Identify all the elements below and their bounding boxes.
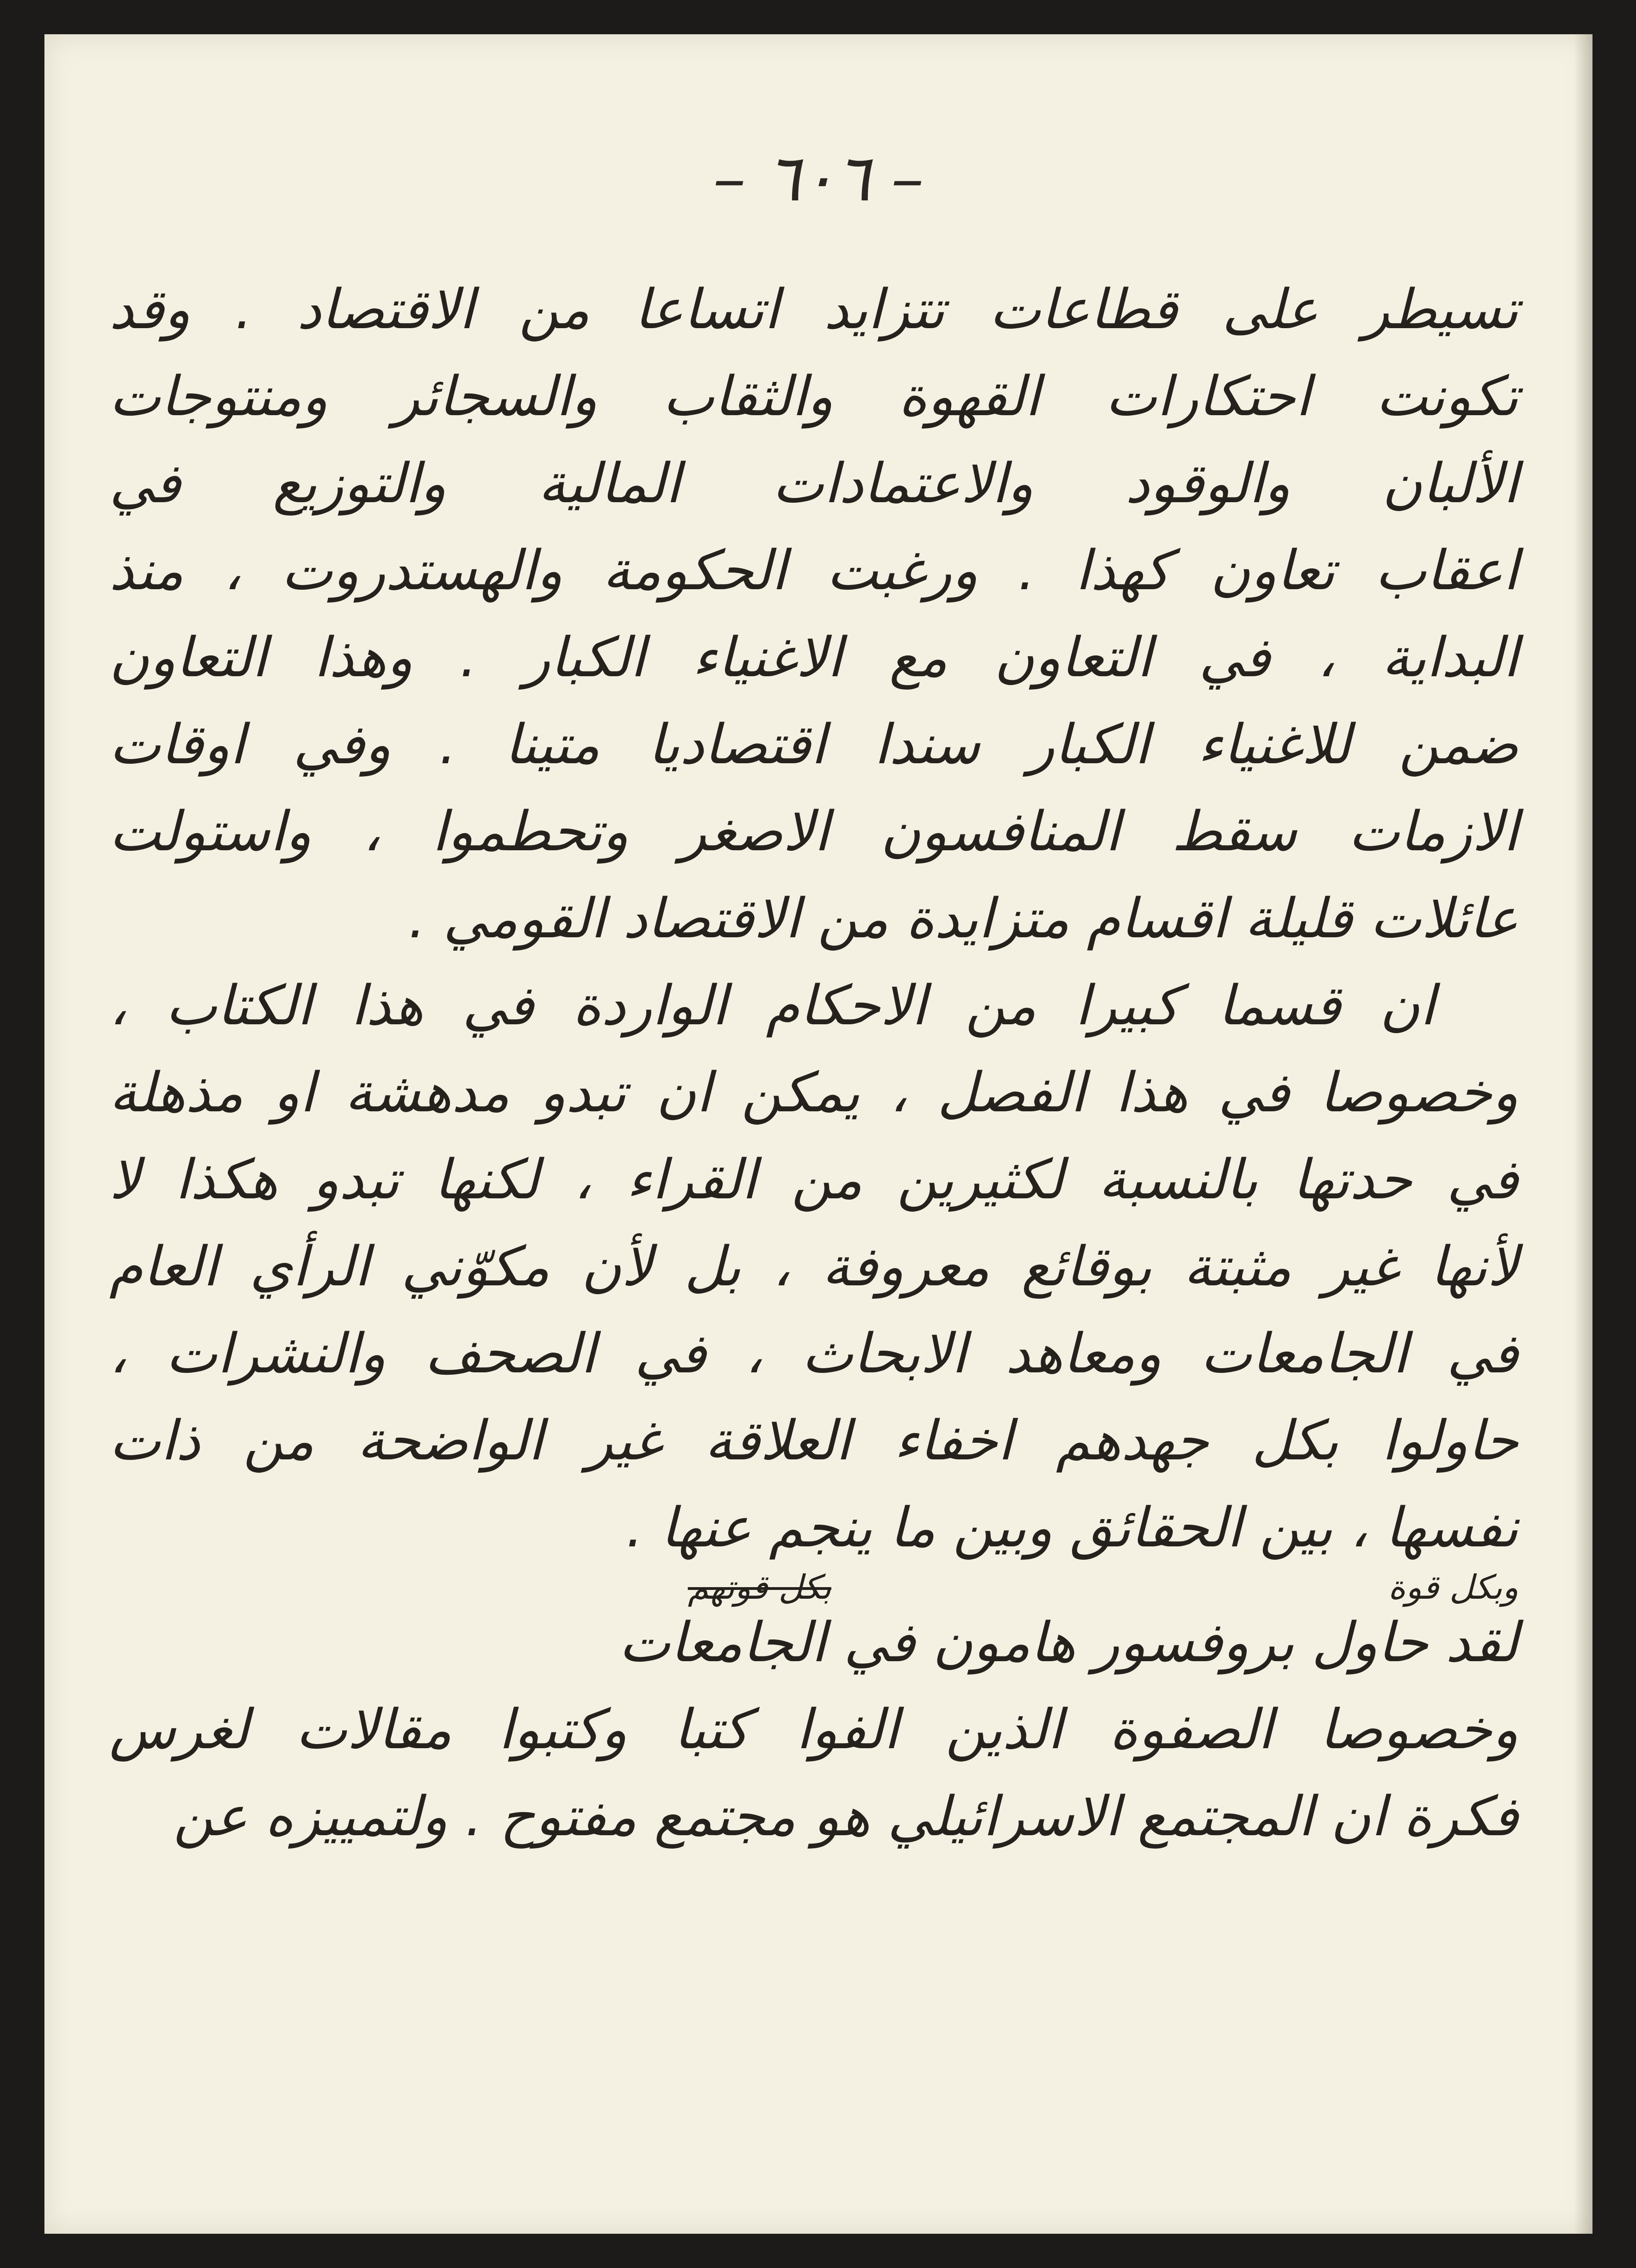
text-line-content: لقد حاول بروفسور هامون في الجامعات: [618, 1610, 1518, 1674]
text-line: ضمن للاغنياء الكبار سندا اقتصاديا متينا . وفي اوقات: [109, 712, 1518, 776]
text-line-with-insertion: [109, 1568, 1518, 1686]
marginal-insertion: [109, 1566, 1518, 1608]
text-line: وخصوصا الصفوة الذين الفوا كتبا وكتبوا مقالات لغرس: [109, 1697, 1518, 1761]
text-line: الألبان والوقود والاعتمادات المالية والتوزيع في: [109, 451, 1518, 515]
text-line: فكرة ان المجتمع الاسرائيلي هو مجتمع مفتوح . ولتمييزه عن: [173, 1784, 1518, 1848]
inserted-text: وبكل قوة: [1388, 1568, 1518, 1607]
text-line: في الجامعات ومعاهد الابحاث ، في الصحف والنشرات ،: [109, 1321, 1518, 1385]
text-line: تسيطر على قطاعات تتزايد اتساعا من الاقتصاد . وقد: [109, 277, 1518, 341]
text-line: ان قسما كبيرا من الاحكام الواردة في هذا الكتاب ،: [109, 973, 1435, 1037]
manuscript-page: [44, 34, 1592, 2234]
handwritten-text-body: [109, 266, 1518, 1860]
text-line: اعقاب تعاون كهذا . ورغبت الحكومة والهستدروت ، منذ: [109, 538, 1518, 602]
text-line: عائلات قليلة اقسام متزايدة من الاقتصاد القومي .: [408, 886, 1518, 950]
text-line: لأنها غير مثبتة بوقائع معروفة ، بل لأن مكوّني الرأي العام: [109, 1234, 1518, 1298]
text-line: تكونت احتكارات القهوة والثقاب والسجائر ومنتوجات: [109, 364, 1518, 428]
text-line: الازمات سقط المنافسون الاصغر وتحطموا ، واستولت: [109, 799, 1518, 863]
page-edge-shadow: [1574, 34, 1592, 2234]
text-line: البداية ، في التعاون مع الاغنياء الكبار . وهذا التعاون: [109, 625, 1518, 689]
text-line: في حدتها بالنسبة لكثيرين من القراء ، لكنها تبدو هكذا لا: [109, 1147, 1518, 1211]
text-line: وخصوصا في هذا الفصل ، يمكن ان تبدو مدهشة او مذهلة: [109, 1060, 1518, 1124]
text-line: نفسها ، بين الحقائق وبين ما ينجم عنها .: [626, 1495, 1518, 1559]
text-line: حاولوا بكل جهدهم اخفاء العلاقة غير الواضحة من ذات: [109, 1408, 1518, 1472]
struck-text: بكل قوتهم: [687, 1568, 831, 1607]
page-number: – ٦٠٦ –: [713, 141, 924, 216]
